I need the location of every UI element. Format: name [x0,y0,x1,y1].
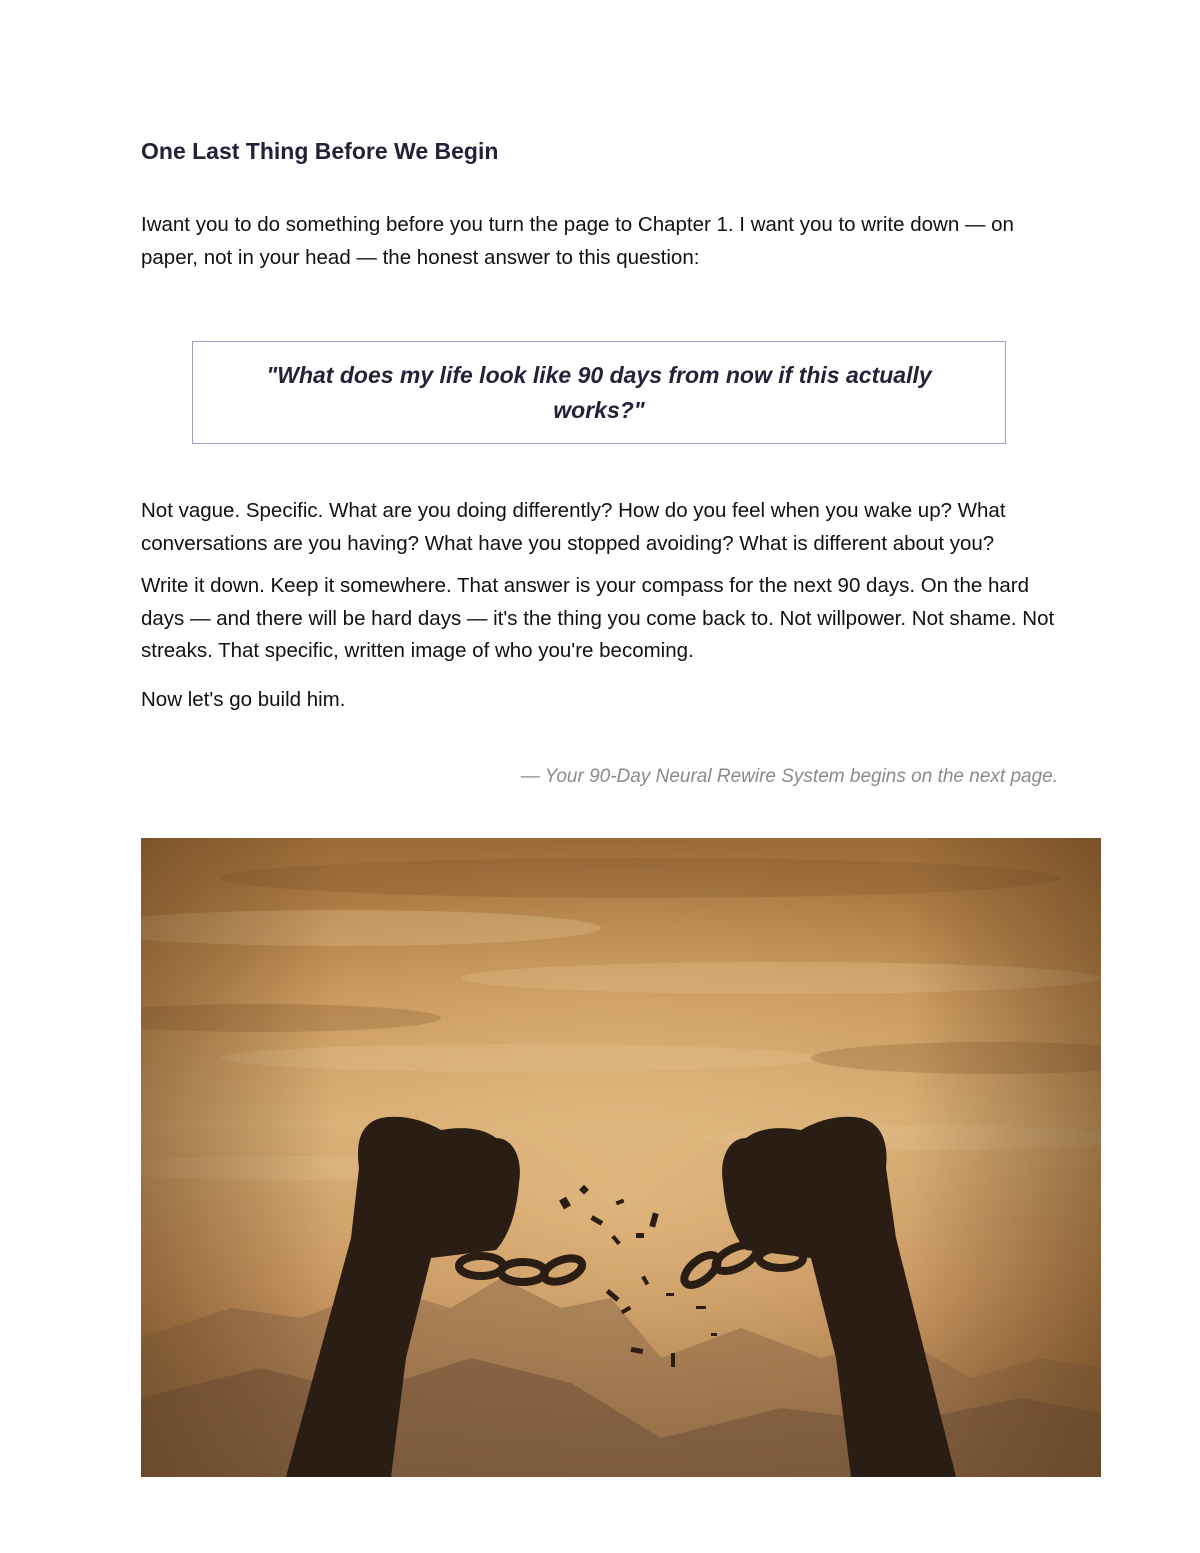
broken-chains-photo [141,838,1101,1477]
intro-paragraph: Iwant you to do something before you turn the page to Chapter 1. I want you to write down — on paper, not in your head — the honest answer to this question: [141,213,1014,269]
section-heading: One Last Thing Before We Begin [141,138,499,164]
broken-chains-illustration [141,838,1101,1477]
signoff-note: — Your 90-Day Neural Rewire System begins on the next page. [520,766,1058,787]
quote-box [192,341,1006,444]
closing-paragraph: Now let's go build him. [141,688,346,711]
specific-paragraph: Not vague. Specific. What are you doing differently? How do you feel when you wake up? What conversations are you having? What have you stopped avoiding? What is different about you? [141,499,1006,555]
compass-paragraph: Write it down. Keep it somewhere. That answer is your compass for the next 90 days. On the hard days — and there will be hard days — it's the thing you come back to. Not willpower. Not shame. Not streaks. That specific, written image of who you're becoming. [141,574,1055,662]
quote-text: "What does my life look like 90 days from now if this actually works?" [266,361,932,423]
